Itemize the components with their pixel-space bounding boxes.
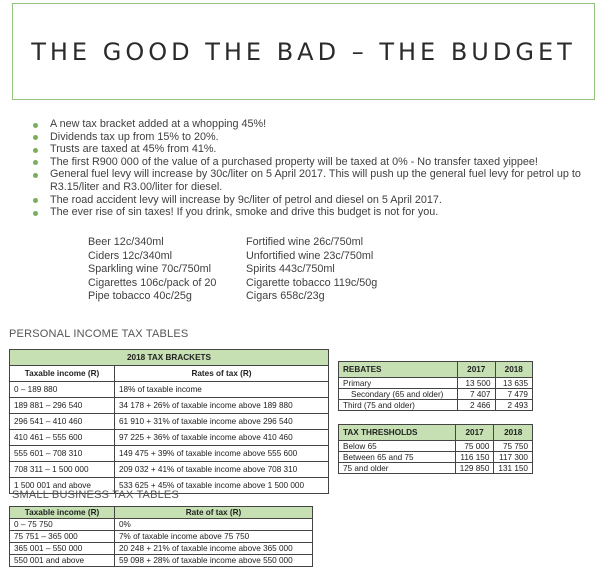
table-row: Below 65 75 000 75 750 [339,441,533,452]
table-row: 0 – 189 880 18% of taxable income [10,382,329,398]
list-item: A new tax bracket added at a whopping 45%! [30,118,590,131]
budget-highlights-list [30,118,590,219]
bullet-icon [33,123,38,128]
table-row: 75 751 – 365 000 7% of taxable income above 75 750 [10,531,313,543]
tax-thresholds-table [338,424,533,474]
table-header: 2018 TAX BRACKETS [10,350,329,366]
bullet-icon [33,198,38,203]
sin-tax-list [88,236,377,304]
tax-brackets-table [9,349,329,494]
personal-tax-heading: PERSONAL INCOME TAX TABLES [9,328,189,340]
table-row: 555 601 – 708 310 149 475 + 39% of taxable income above 555 600 [10,446,329,462]
table-row: Secondary (65 and older) 7 407 7 479 [339,389,533,400]
bullet-icon [33,148,38,153]
column-header: Taxable income (R) [10,366,115,382]
sin-tax-row: Pipe tobacco 40c/25g Cigars 658c/23g [88,290,325,303]
column-header: 2018 [495,362,533,378]
bullet-icon [33,173,38,178]
table-row: 189 881 – 296 540 34 178 + 26% of taxable income above 189 880 [10,398,329,414]
table-row: 708 311 – 1 500 000 209 032 + 41% of taxable income above 708 310 [10,462,329,478]
table-row: 365 001 – 550 000 20 248 + 21% of taxable income above 365 000 [10,543,313,555]
list-item: Trusts are taxed at 45% from 41%. [30,143,590,156]
column-header: REBATES [339,362,458,378]
list-item: The ever rise of sin taxes! If you drink, smoke and drive this budget is not for you. [30,206,590,219]
sin-tax-row: Ciders 12c/340ml Unfortified wine 23c/750ml [88,249,374,262]
small-business-heading: SMALL BUSINESS TAX TABLES [12,489,180,501]
small-business-table [9,506,313,567]
bullet-icon [33,135,38,140]
column-header: 2018 [494,425,533,441]
table-row: 410 461 – 555 600 97 225 + 36% of taxable income above 410 460 [10,430,329,446]
column-header: TAX THRESHOLDS [339,425,456,441]
table-row: Between 65 and 75 116 150 117 300 [339,452,533,463]
sin-tax-row: Beer 12c/340ml Fortified wine 26c/750ml [88,236,364,248]
page-title: THE GOOD THE BAD – THE BUDGET [31,37,576,66]
table-row: Primary 13 500 13 635 [339,378,533,389]
title-banner [12,3,595,100]
column-header: 2017 [455,425,494,441]
rebates-table [338,361,533,411]
sin-tax-row: Cigarettes 106c/pack of 20 Cigarette tobacco 119c/50g [88,276,378,289]
list-item: The first R900 000 of the value of a purchased property will be taxed at 0% - No transfer taxed yippee! [30,156,590,169]
list-item: Dividends tax up from 15% to 20%. [30,131,590,144]
column-header: Rates of tax (R) [115,366,329,382]
table-row: 0 – 75 750 0% [10,519,313,531]
table-row: 75 and older 129 850 131 150 [339,463,533,474]
column-header: 2017 [458,362,496,378]
list-item: The road accident levy will increase by 9c/liter of petrol and diesel on 5 April 2017. [30,194,590,207]
column-header: Rate of tax (R) [115,507,313,519]
column-header: Taxable income (R) [10,507,115,519]
bullet-icon [33,160,38,165]
table-row: 296 541 – 410 460 61 910 + 31% of taxable income above 296 540 [10,414,329,430]
bullet-icon [33,211,38,216]
table-row: 1 500 001 and above 533 625 + 45% of taxable income above 1 500 000 [10,478,329,494]
sin-tax-row: Sparkling wine 70c/750ml Spirits 443c/750ml [88,263,335,276]
list-item: General fuel levy will increase by 30c/liter on 5 April 2017. This will push up the general fuel levy for petrol up to R3.15/liter and R3.00/liter for diesel. [30,168,590,193]
table-row: 550 001 and above 59 098 + 28% of taxable income above 550 000 [10,555,313,567]
table-row: Third (75 and older) 2 466 2 493 [339,400,533,411]
